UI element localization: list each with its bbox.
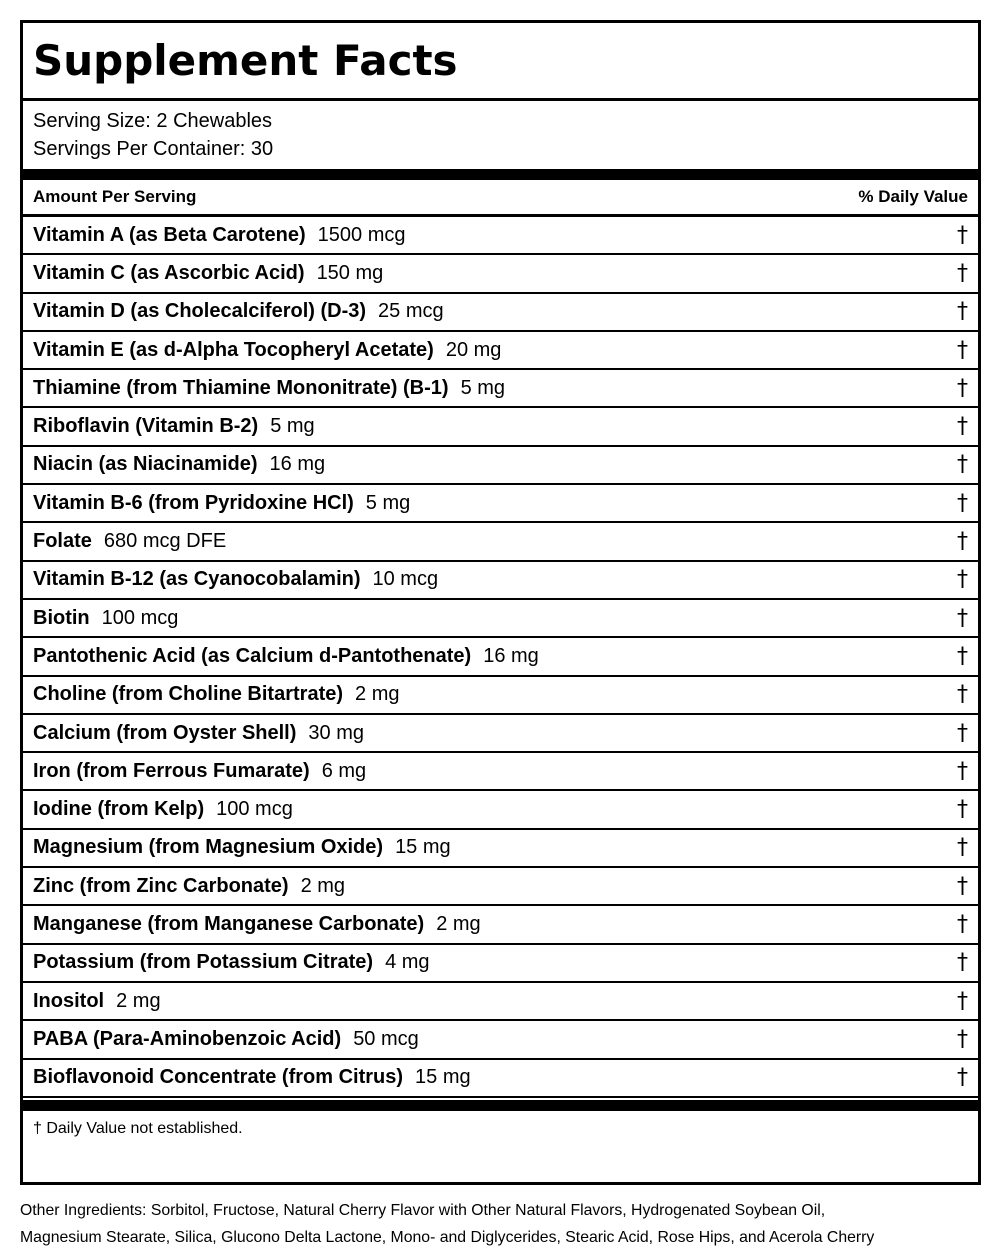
nutrient-amount: 100 mcg — [101, 606, 179, 629]
nutrient-amount: 15 mg — [395, 836, 451, 859]
nutrient-cell — [33, 262, 383, 285]
nutrient-cell — [33, 415, 315, 438]
thick-divider-bottom — [23, 1100, 978, 1111]
nutrient-cell — [33, 913, 481, 936]
dagger-symbol: † — [957, 452, 968, 478]
other-ingredients — [20, 1197, 980, 1251]
nutrient-name: Iodine (from Kelp) — [33, 798, 205, 821]
nutrient-table — [23, 217, 978, 1098]
nutrient-amount: 150 mg — [316, 261, 384, 284]
nutrient-name: Calcium (from Oyster Shell) — [33, 721, 297, 744]
nutrient-amount: 20 mg — [445, 338, 502, 361]
nutrient-amount: 2 mg — [300, 874, 346, 897]
nutrient-name: Vitamin E (as d-Alpha Tocopheryl Acetate) — [33, 338, 434, 361]
serving-size: Serving Size: 2 Chewables — [33, 110, 273, 132]
table-row — [23, 753, 978, 791]
thick-divider-top — [23, 169, 978, 180]
dagger-symbol: † — [957, 222, 968, 248]
nutrient-name: Vitamin B-6 (from Pyridoxine HCl) — [33, 491, 354, 514]
nutrient-amount: 5 mg — [460, 376, 506, 399]
nutrient-amount: 2 mg — [355, 683, 400, 706]
table-row — [23, 255, 978, 293]
table-row — [23, 677, 978, 715]
dagger-symbol: † — [957, 988, 968, 1014]
nutrient-amount: 15 mg — [415, 1066, 471, 1089]
table-row — [23, 485, 978, 523]
table-row — [23, 447, 978, 485]
dagger-symbol: † — [957, 682, 968, 708]
nutrient-amount: 2 mg — [436, 912, 481, 935]
nutrient-cell — [33, 339, 501, 362]
nutrient-amount: 100 mcg — [216, 798, 293, 821]
table-row — [23, 294, 978, 332]
title-divider — [23, 98, 978, 101]
dagger-symbol: † — [957, 1026, 968, 1052]
other-ingredients-line-1: Other Ingredients: Sorbitol, Fructose, Natural Cherry Flavor with Other Natural Flavors, Hydrogenated Soybean Oil, — [20, 1202, 826, 1219]
nutrient-cell — [33, 836, 451, 859]
nutrient-name: PABA (Para-Aminobenzoic Acid) — [33, 1027, 342, 1050]
panel-title: Supplement Facts — [33, 36, 458, 85]
supplement-facts-panel — [20, 20, 981, 1185]
nutrient-name: Niacin (as Niacinamide) — [33, 453, 258, 476]
other-ingredients-line-2: Magnesium Stearate, Silica, Glucono Delta Lactone, Mono- and Diglycerides, Stearic Acid, Rose Hips, and Acerola Cherry — [20, 1229, 875, 1246]
table-row — [23, 523, 978, 561]
dagger-symbol: † — [957, 375, 968, 401]
nutrient-name: Riboflavin (Vitamin B-2) — [33, 415, 259, 438]
dagger-symbol: † — [957, 835, 968, 861]
nutrient-name: Vitamin A (as Beta Carotene) — [33, 223, 306, 246]
table-row — [23, 983, 978, 1021]
dagger-symbol: † — [957, 720, 968, 746]
nutrient-cell — [33, 875, 345, 898]
nutrient-amount: 30 mg — [308, 721, 364, 744]
dagger-symbol: † — [957, 605, 968, 631]
nutrient-cell — [33, 798, 293, 821]
nutrient-cell — [33, 683, 399, 706]
table-row — [23, 945, 978, 983]
nutrient-cell — [33, 1028, 419, 1051]
nutrient-name: Iron (from Ferrous Fumarate) — [33, 759, 310, 782]
dagger-symbol: † — [957, 797, 968, 823]
nutrient-name: Folate — [33, 530, 92, 553]
nutrient-cell — [33, 492, 410, 515]
nutrient-amount: 6 mg — [321, 759, 367, 782]
nutrient-name: Pantothenic Acid (as Calcium d-Pantothenate) — [33, 644, 472, 667]
nutrient-name: Biotin — [33, 606, 90, 629]
dagger-symbol: † — [957, 490, 968, 516]
dagger-symbol: † — [957, 758, 968, 784]
nutrient-cell — [33, 990, 161, 1013]
nutrient-name: Manganese (from Manganese Carbonate) — [33, 912, 425, 935]
nutrient-name: Potassium (from Potassium Citrate) — [33, 951, 374, 974]
dagger-symbol: † — [957, 260, 968, 286]
nutrient-name: Choline (from Choline Bitartrate) — [33, 683, 344, 706]
table-row — [23, 715, 978, 753]
dagger-symbol: † — [957, 873, 968, 899]
nutrient-name: Zinc (from Zinc Carbonate) — [33, 874, 289, 897]
nutrient-cell — [33, 760, 366, 783]
dagger-symbol: † — [957, 567, 968, 593]
nutrient-amount: 5 mg — [270, 415, 315, 438]
table-row — [23, 638, 978, 676]
nutrient-name: Bioflavonoid Concentrate (from Citrus) — [33, 1066, 404, 1089]
nutrient-cell — [33, 607, 178, 630]
nutrient-amount: 50 mcg — [353, 1027, 419, 1050]
nutrient-name: Inositol — [33, 989, 105, 1012]
nutrient-amount: 4 mg — [385, 951, 430, 974]
nutrient-name: Vitamin D (as Cholecalciferol) (D-3) — [33, 300, 367, 323]
nutrient-cell — [33, 300, 444, 323]
table-row — [23, 1060, 978, 1098]
nutrient-cell — [33, 1066, 471, 1089]
table-row — [23, 600, 978, 638]
table-row — [23, 1021, 978, 1059]
nutrient-cell — [33, 224, 406, 247]
amount-per-serving-label: Amount Per Serving — [33, 187, 197, 206]
nutrient-cell — [33, 568, 438, 591]
table-row — [23, 830, 978, 868]
nutrient-amount: 10 mcg — [372, 568, 439, 591]
table-row — [23, 408, 978, 446]
dagger-symbol: † — [957, 643, 968, 669]
nutrient-name: Vitamin B-12 (as Cyanocobalamin) — [33, 568, 361, 591]
nutrient-amount: 2 mg — [116, 989, 161, 1012]
dagger-symbol: † — [957, 414, 968, 440]
nutrient-cell — [33, 530, 226, 553]
nutrient-name: Vitamin C (as Ascorbic Acid) — [33, 261, 305, 284]
nutrient-cell — [33, 951, 430, 974]
nutrient-amount: 680 mcg DFE — [103, 530, 227, 553]
servings-per-container: Servings Per Container: 30 — [33, 138, 274, 160]
footnote: † Daily Value not established. — [33, 1120, 243, 1137]
nutrient-name: Thiamine (from Thiamine Mononitrate) (B-1) — [33, 376, 449, 399]
table-row — [23, 370, 978, 408]
dagger-symbol: † — [957, 1065, 968, 1091]
nutrient-cell — [33, 722, 364, 745]
nutrient-cell — [33, 377, 505, 400]
dagger-symbol: † — [957, 299, 968, 325]
nutrient-amount: 16 mg — [269, 453, 326, 476]
table-row — [23, 217, 978, 255]
dagger-symbol: † — [957, 911, 968, 937]
table-row — [23, 868, 978, 906]
nutrient-amount: 16 mg — [483, 644, 539, 667]
nutrient-cell — [33, 645, 539, 668]
table-row — [23, 906, 978, 944]
dagger-symbol: † — [957, 337, 968, 363]
dagger-symbol: † — [957, 529, 968, 555]
table-header — [23, 180, 978, 214]
daily-value-label: % Daily Value — [858, 187, 968, 206]
nutrient-name: Magnesium (from Magnesium Oxide) — [33, 836, 384, 859]
nutrient-amount: 5 mg — [365, 491, 411, 514]
table-row — [23, 332, 978, 370]
table-row — [23, 791, 978, 829]
table-row — [23, 562, 978, 600]
nutrient-amount: 25 mcg — [378, 300, 444, 323]
dagger-symbol: † — [957, 950, 968, 976]
nutrient-cell — [33, 453, 325, 476]
nutrient-amount: 1500 mcg — [317, 223, 406, 246]
